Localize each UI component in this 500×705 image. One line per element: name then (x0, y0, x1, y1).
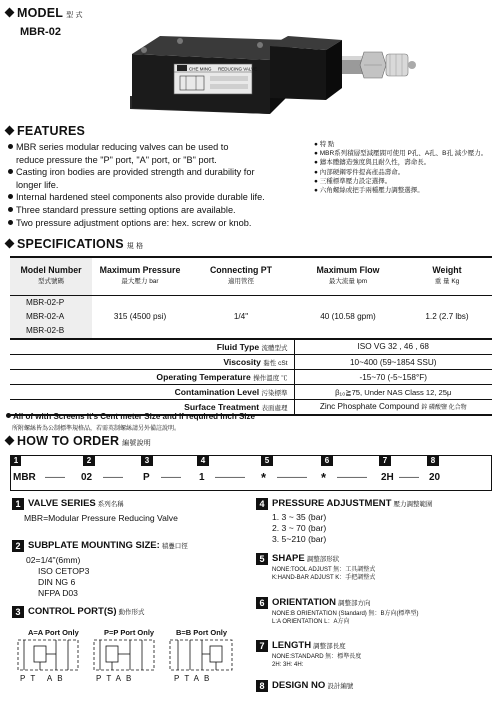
product-photo (120, 14, 420, 124)
feature-item: MBR series modular reducing valves can be used to (8, 141, 265, 154)
col-model: Model Number 型式號碼 (10, 257, 92, 295)
feature-item: Three standard pressure setting options are available. (8, 204, 265, 217)
valve-symbol-icon (14, 638, 244, 674)
order-val-orientation: * (321, 470, 327, 485)
col-connecting: Connecting PT 適用管徑 (209, 265, 273, 286)
order-pos-3: 3 (141, 456, 153, 466)
feature-zh-item: ● 六角螺絲或把手兩種壓力調整選擇。 (314, 187, 424, 195)
prop-surface-label: Surface Treatment 表面處理 (184, 401, 288, 412)
model-row: MBR-02-P (26, 297, 65, 307)
cell-weight: 1.2 (2.7 lbs) (425, 312, 469, 321)
feature-zh-item: ● 三種標準壓力設定選擇。 (314, 177, 392, 185)
prop-fluid-value: ISO VG 32 , 46 , 68 (294, 340, 492, 355)
order-pos-4: 4 (197, 456, 209, 466)
order-val-design: 20 (429, 472, 441, 483)
ports-a: PT AB (20, 674, 68, 683)
prop-viscosity-value: 10~400 (59~1854 SSU) (294, 355, 492, 370)
features-heading: FEATURES (6, 124, 85, 138)
order-pos-2: 2 (83, 456, 95, 466)
item-pressure-adjust: 4 PRESSURE ADJUSTMENT 壓力調整範圍 1. 3 ~ 35 (bar) 2. 3 ~ 70 (bar) 3. 5~210 (bar) (256, 498, 432, 545)
feature-item: reduce pressure the "P" port, "A" port, or "B" port. (16, 154, 217, 165)
prop-surface-value: Zinc Phosphate Compound 鋅 磷酸鹽 化合物 (294, 400, 492, 415)
diamond-bullet-icon (5, 126, 15, 136)
order-val-length: 2H (381, 472, 394, 483)
order-heading: HOW TO ORDER 編號說明 (6, 434, 151, 448)
option-p-label: P=P Port Only (104, 628, 155, 637)
option-a-label: A=A Port Only (28, 628, 79, 637)
item-length: 7 LENGTH 調整部長度 NONE:STANDARD 無：標準長度 2H: 3H: 4H: (256, 640, 361, 669)
features-list (8, 141, 265, 229)
diamond-bullet-icon (5, 436, 15, 446)
item-valve-series: 1 VALVE SERIES 系列名稱 MBR=Modular Pressure Reducing Valve (12, 498, 178, 524)
cell-connecting: 1/4" (233, 312, 249, 321)
ports-p: PTAB (96, 674, 137, 683)
item-orientation: 6 ORIENTATION 調整部方向 NONE:B ORIENTATION (Standard) 無：B方向(標準型) L:A ORIENTATION L：A方向 (256, 597, 418, 626)
feature-zh-item: ● 內部硬鋼零件提高產品壽命。 (314, 168, 405, 176)
item-design: 8 DESIGN NO 設計編號 (256, 680, 353, 692)
option-b-label: B=B Port Only (176, 628, 228, 637)
ports-b: PTAB (174, 674, 215, 683)
prop-temp-value: -15~70 (-5~158°F) (294, 370, 492, 385)
feature-item: Casting iron bodies are provided strength and durability for (8, 166, 265, 179)
order-pos-1: 1 (11, 456, 21, 466)
order-pos-5: 5 (261, 456, 273, 466)
order-val-shape: * (261, 470, 267, 485)
order-val-series: MBR (13, 472, 36, 483)
item-subplate: 2 SUBPLATE MOUNTING SIZE: 積疊口徑 02=1/4"(6mm) ISO CETOP3 DIN NG 6 NFPA D03 (12, 540, 188, 599)
label-name: REDUCING VALVE (218, 66, 258, 72)
item-shape: 5 SHAPE 調整部形狀 NONE:TOOL ADJUST 無：工具調整式 K:HAND-BAR ADJUST K：手把調整式 (256, 553, 375, 582)
order-pos-8: 8 (427, 456, 439, 466)
order-val-size: 02 (81, 472, 93, 483)
col-pressure: Maximum Pressure 最大壓力 bar (99, 265, 181, 286)
order-val-control: P (143, 472, 150, 483)
cell-flow: 40 (10.58 gpm) (320, 312, 376, 321)
col-weight: Weight 重 量 Kg (432, 265, 462, 286)
order-code-strip: 1 2 3 4 5 6 7 8 MBR —— 02 —— P —— 1 ——— * ——— * ——— 2H —— 20 (10, 455, 492, 491)
feature-item: Internal hardened steel components also provide durable life. (8, 191, 265, 204)
cell-pressure: 315 (4500 psi) (113, 312, 167, 321)
features-zh-title: ● 特 點 (314, 141, 335, 148)
model-row: MBR-02-B (26, 325, 65, 335)
model-heading: MODEL 型 式 (6, 6, 83, 20)
col-flow: Maximum Flow 最大流量 lpm (316, 265, 380, 286)
model-row: MBR-02-A (26, 311, 65, 321)
item-control-port: 3 CONTROL PORT(S) 動作形式 (12, 606, 145, 618)
feature-item: longer life. (16, 179, 59, 190)
prop-temp-label: Operating Temperature 操作溫度 ℃ (156, 372, 288, 382)
feature-item: Two pressure adjustment options are: hex. screw or knob. (8, 217, 265, 230)
prop-viscosity-label: Viscosity 黏性 cSt (223, 357, 288, 367)
prop-contamination-value: β₁₀≧75, Under NAS Class 12, 25μ (294, 385, 492, 400)
model-code: MBR-02 (20, 26, 61, 38)
features-zh (314, 140, 487, 195)
model-list (10, 295, 92, 339)
feature-zh-item: ● MBR系列積層型減壓閥可使用 P孔、A孔、B孔 減少壓力。 (314, 150, 488, 158)
diamond-bullet-icon (5, 8, 15, 18)
order-pos-7: 7 (379, 456, 391, 466)
feature-zh-item: ● 鑄本體鑄造強度與且耐久性，壽命長。 (314, 159, 431, 167)
control-port-symbols (14, 628, 244, 688)
spec-table (10, 256, 492, 416)
specifications-heading: SPECIFICATIONS 規 格 (6, 237, 143, 251)
order-val-pressure: 1 (199, 472, 205, 483)
order-pos-6: 6 (321, 456, 333, 466)
prop-fluid-label: Fluid Type 流體型式 (216, 341, 288, 352)
label-brand: CHE MING (189, 66, 212, 72)
screen-note: All of with Screens it's Cent meter Size and If required Inch Size (6, 412, 255, 421)
diamond-bullet-icon (5, 239, 15, 249)
prop-contamination-label: Contamination Level 污染標準 (174, 387, 288, 397)
reducing-valve-illustration (120, 14, 420, 124)
screen-note-zh: 所附螺絲皆為公制標準規格品，若需英制螺絲請另外備註說明。 (12, 426, 181, 432)
